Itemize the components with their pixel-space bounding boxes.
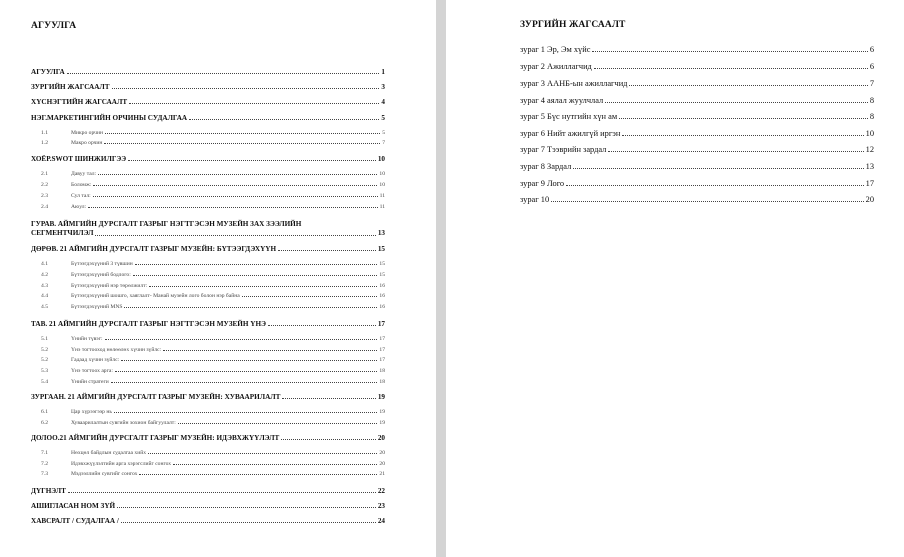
toc-subentry-page: 11 bbox=[379, 193, 385, 199]
toc-subentry-label: Бүтээгдэхүүний бодлого: bbox=[71, 272, 131, 278]
figure-entry[interactable] bbox=[520, 195, 874, 204]
leader-dots bbox=[282, 397, 375, 399]
toc-subentry-number: 4.1 bbox=[41, 261, 48, 267]
toc-entry[interactable] bbox=[31, 68, 385, 76]
figure-entry-label: зураг 4 аялал жуулчлал bbox=[520, 96, 604, 105]
toc-subentry-page: 16 bbox=[379, 304, 385, 310]
leader-dots bbox=[93, 195, 378, 197]
toc-subentry-label: Үнэ тогтоох арга: bbox=[71, 368, 113, 374]
toc-subentry[interactable] bbox=[41, 471, 385, 477]
toc-subentry-label: Үнийн стратеги bbox=[71, 379, 109, 385]
toc-subentry-page: 17 bbox=[379, 357, 385, 363]
toc-subentry-page: 19 bbox=[379, 420, 385, 426]
leader-dots bbox=[67, 72, 380, 74]
toc-entry-page: 3 bbox=[381, 83, 385, 91]
toc-subentry-page: 16 bbox=[379, 293, 385, 299]
toc-subentry-label: Макро орчин bbox=[71, 140, 103, 146]
toc-subentry-label: Нөхцөл байдлын судалгаа хийх bbox=[71, 450, 146, 456]
toc-subentry-page: 7 bbox=[382, 140, 385, 146]
leader-dots bbox=[573, 167, 863, 169]
toc-subentry[interactable] bbox=[41, 171, 385, 177]
toc-subentry-number: 4.2 bbox=[41, 272, 48, 278]
leader-dots bbox=[281, 438, 376, 440]
leader-dots bbox=[115, 370, 377, 372]
toc-entry[interactable] bbox=[31, 245, 385, 253]
leader-dots bbox=[133, 274, 378, 276]
toc-subentry[interactable] bbox=[41, 450, 385, 456]
toc-subentry-number: 6.1 bbox=[41, 409, 48, 415]
toc-subentry-page: 21 bbox=[379, 471, 385, 477]
toc-subentry-number: 5.4 bbox=[41, 379, 48, 385]
toc-subentry[interactable] bbox=[41, 261, 385, 267]
figure-entry-page: 8 bbox=[869, 96, 874, 105]
leader-dots bbox=[594, 67, 868, 69]
figure-entry[interactable] bbox=[520, 112, 874, 121]
toc-subentry-page: 10 bbox=[379, 171, 385, 177]
toc-subentry-label: Бүтээгдэхүүний шошго, хаяглалт- Манай музейн лого болон нэр байна bbox=[71, 293, 240, 299]
leader-dots bbox=[135, 263, 378, 265]
toc-subentry-number: 5.2 bbox=[41, 357, 48, 363]
figure-entry[interactable] bbox=[520, 62, 874, 71]
toc-subentry-number: 4.4 bbox=[41, 293, 48, 299]
toc-subentry-page: 18 bbox=[379, 379, 385, 385]
toc-entry[interactable] bbox=[31, 98, 385, 106]
toc-entry-label: ДӨРӨВ. 21 АЙМГИЙН ДУРСГАЛТ ГАЗРЫГ МУЗЕЙН: БҮТЭЭГДЭХҮҮН bbox=[31, 245, 277, 253]
toc-subentry-number: 5.3 bbox=[41, 368, 48, 374]
toc-subentry-number: 7.2 bbox=[41, 461, 48, 467]
toc-subentry[interactable] bbox=[41, 182, 385, 188]
toc-entry-page: 4 bbox=[381, 98, 385, 106]
toc-subentry[interactable] bbox=[41, 193, 385, 199]
leader-dots bbox=[121, 521, 376, 523]
leader-dots bbox=[93, 184, 377, 186]
toc-subentry[interactable] bbox=[41, 204, 385, 210]
leader-dots bbox=[88, 206, 377, 208]
figure-entry-label: зураг 1 Эр, Эм хүйс bbox=[520, 45, 591, 54]
toc-subentry[interactable] bbox=[41, 304, 385, 310]
figure-entry[interactable] bbox=[520, 96, 874, 105]
toc-subentry[interactable] bbox=[41, 347, 385, 353]
figure-entry[interactable] bbox=[520, 179, 874, 188]
leader-dots bbox=[551, 200, 863, 202]
toc-subentry-label: Хуваарилалтын сувгийн зохион байгуулалт: bbox=[71, 420, 176, 426]
leader-dots bbox=[98, 173, 377, 175]
document-page-left bbox=[0, 0, 436, 557]
toc-subentry[interactable] bbox=[41, 420, 385, 426]
figure-entry-page: 10 bbox=[865, 129, 874, 138]
toc-subentry-page: 20 bbox=[379, 450, 385, 456]
toc-subentry[interactable] bbox=[41, 130, 385, 136]
toc-entry-page: 17 bbox=[377, 320, 385, 328]
toc-subentry-page: 20 bbox=[379, 461, 385, 467]
toc-entry-label: ХҮСНЭГТИЙН ЖАГСААЛТ bbox=[31, 98, 128, 106]
toc-subentry-number: 1.2 bbox=[41, 140, 48, 146]
toc-subentry-number: 7.1 bbox=[41, 450, 48, 456]
figure-list-title: ЗУРГИЙН ЖАГСААЛТ bbox=[520, 20, 626, 30]
toc-subentry-page: 10 bbox=[379, 182, 385, 188]
leader-dots bbox=[121, 359, 377, 361]
toc-subentry-number: 5.2 bbox=[41, 347, 48, 353]
toc-entry-page: 20 bbox=[377, 434, 385, 442]
leader-dots bbox=[278, 249, 376, 251]
toc-entry[interactable] bbox=[31, 320, 385, 328]
toc-subentry[interactable] bbox=[41, 283, 385, 289]
leader-dots bbox=[566, 184, 864, 186]
leader-dots bbox=[189, 118, 379, 120]
toc-entry[interactable] bbox=[31, 487, 385, 495]
leader-dots bbox=[592, 50, 867, 52]
leader-dots bbox=[139, 473, 377, 475]
toc-entry[interactable] bbox=[31, 83, 385, 91]
toc-subentry-page: 15 bbox=[379, 261, 385, 267]
toc-subentry[interactable] bbox=[41, 409, 385, 415]
toc-entry[interactable] bbox=[31, 155, 385, 163]
leader-dots bbox=[124, 306, 377, 308]
toc-entry-page: 23 bbox=[377, 502, 385, 510]
figure-entry-label: зураг 3 ААНБ-ын ажиллагчид bbox=[520, 79, 628, 88]
toc-entry-page: 1 bbox=[381, 68, 385, 76]
figure-entry-label: зураг 8 Зардал bbox=[520, 162, 572, 171]
leader-dots bbox=[178, 422, 378, 424]
toc-entry-label: ЗУРГААН. 21 АЙМГИЙН ДУРСГАЛТ ГАЗРЫГ МУЗЕЙН: ХУВААРИЛАЛТ bbox=[31, 393, 281, 401]
toc-entry-page: 19 bbox=[377, 393, 385, 401]
toc-subentry-page: 17 bbox=[379, 336, 385, 342]
toc-entry-page: 5 bbox=[381, 114, 385, 122]
figure-entry-page: 20 bbox=[865, 195, 874, 204]
toc-subentry-page: 18 bbox=[379, 368, 385, 374]
leader-dots bbox=[114, 411, 378, 413]
toc-subentry-number: 1.1 bbox=[41, 130, 48, 136]
leader-dots bbox=[112, 87, 380, 89]
toc-subentry[interactable] bbox=[41, 461, 385, 467]
leader-dots bbox=[148, 452, 377, 454]
toc-subentry-number: 5.1 bbox=[41, 336, 48, 342]
toc-subentry-label: Үнийн түвэг: bbox=[71, 336, 103, 342]
toc-subentry-label: Бүтээгдэхүүний 3 түвшин bbox=[71, 261, 133, 267]
toc-subentry-number: 2.3 bbox=[41, 193, 48, 199]
figure-entry[interactable] bbox=[520, 45, 874, 54]
toc-entry-label-continued: СЕГМЕНТЧИЛЭЛ bbox=[31, 229, 94, 237]
toc-title: АГУУЛГА bbox=[31, 21, 77, 31]
leader-dots bbox=[105, 338, 378, 340]
toc-entry[interactable] bbox=[31, 114, 385, 122]
toc-subentry[interactable] bbox=[41, 336, 385, 342]
toc-subentry-page: 11 bbox=[379, 204, 385, 210]
figure-entry-label: зураг 5 Бүс нутгийн хүн ам bbox=[520, 112, 618, 121]
toc-subentry-label: Боломж: bbox=[71, 182, 92, 188]
leader-dots bbox=[111, 381, 378, 383]
toc-subentry-label: Цар хүрээгээр нь bbox=[71, 409, 112, 415]
toc-subentry[interactable] bbox=[41, 272, 385, 278]
toc-entry-page: 13 bbox=[377, 229, 385, 237]
toc-subentry-number: 4.3 bbox=[41, 283, 48, 289]
figure-entry[interactable] bbox=[520, 162, 874, 171]
figure-entry-page: 6 bbox=[869, 45, 874, 54]
figure-entry-page: 13 bbox=[865, 162, 874, 171]
toc-subentry-number: 6.2 bbox=[41, 420, 48, 426]
toc-entry-label: АГУУЛГА bbox=[31, 68, 65, 76]
toc-subentry-number: 2.4 bbox=[41, 204, 48, 210]
figure-entry-page: 17 bbox=[865, 179, 874, 188]
figure-entry[interactable] bbox=[520, 79, 874, 88]
toc-subentry-number: 4.5 bbox=[41, 304, 48, 310]
leader-dots bbox=[95, 235, 375, 236]
toc-entry[interactable] bbox=[31, 517, 385, 525]
toc-subentry[interactable] bbox=[41, 379, 385, 385]
toc-entry[interactable] bbox=[31, 502, 385, 510]
toc-subentry-label: Сул тал: bbox=[71, 193, 91, 199]
toc-subentry-label: Бүтээгдэхүүний нэр төрөлжилт: bbox=[71, 283, 148, 289]
leader-dots bbox=[117, 506, 376, 508]
figure-entry-page: 6 bbox=[869, 62, 874, 71]
leader-dots bbox=[605, 101, 868, 103]
figure-entry-page: 7 bbox=[869, 79, 874, 88]
toc-subentry-page: 19 bbox=[379, 409, 385, 415]
toc-entry-page: 15 bbox=[377, 245, 385, 253]
figure-entry[interactable] bbox=[520, 129, 874, 138]
toc-subentry-number: 2.1 bbox=[41, 171, 48, 177]
leader-dots bbox=[129, 102, 379, 104]
toc-subentry-label: Идэвхжүүлэлтийн арга хэрэгслийг сонгох bbox=[71, 461, 172, 467]
toc-entry[interactable] bbox=[31, 393, 385, 401]
leader-dots bbox=[242, 295, 378, 297]
figure-entry-label: зураг 10 bbox=[520, 195, 550, 204]
toc-entry-label: НЭГ.МАРКЕТИНГИЙН ОРЧИНЫ СУДАЛГАА bbox=[31, 114, 188, 122]
toc-entry-label: ТАВ. 21 АЙМГИЙН ДУРСГАЛТ ГАЗРЫГ НЭГТГЭСЭН МУЗЕЙН ҮНЭ bbox=[31, 320, 266, 328]
leader-dots bbox=[619, 117, 868, 119]
toc-subentry-label: Микро орчин bbox=[71, 130, 103, 136]
toc-entry-label: ДОЛОО.21 АЙМГИЙН ДУРСГАЛТ ГАЗРЫГ МУЗЕЙН: ИДЭВХЖҮҮЛЭЛТ bbox=[31, 434, 280, 442]
leader-dots bbox=[629, 84, 867, 86]
leader-dots bbox=[68, 491, 376, 493]
figure-entry-page: 12 bbox=[865, 145, 874, 154]
toc-subentry-label: Аюул: bbox=[71, 204, 87, 210]
toc-subentry[interactable] bbox=[41, 357, 385, 363]
leader-dots bbox=[149, 285, 377, 287]
figure-entry-label: зураг 7 Тээврийн зардал bbox=[520, 145, 607, 154]
leader-dots bbox=[105, 132, 380, 134]
toc-entry-label: ХАВСРАЛТ / СУДАЛГАА / bbox=[31, 517, 119, 525]
leader-dots bbox=[268, 324, 376, 326]
leader-dots bbox=[173, 463, 377, 465]
leader-dots bbox=[104, 142, 380, 144]
toc-entry[interactable] bbox=[31, 434, 385, 442]
toc-entry-page: 10 bbox=[377, 155, 385, 163]
toc-entry-label: ГУРАВ. АЙМГИЙН ДУРСГАЛТ ГАЗРЫГ НЭГТГЭСЭН МУЗЕЙН ЗАХ ЗЭЭЛИЙН bbox=[31, 220, 302, 228]
toc-subentry[interactable] bbox=[41, 140, 385, 146]
toc-entry-page: 22 bbox=[377, 487, 385, 495]
leader-dots bbox=[622, 134, 863, 136]
leader-dots bbox=[128, 159, 376, 161]
toc-subentry[interactable] bbox=[41, 368, 385, 374]
toc-entry-label: ХОЁР.SWOT ШИНЖИЛГЭЭ bbox=[31, 155, 127, 163]
toc-subentry-number: 7.3 bbox=[41, 471, 48, 477]
toc-subentry-label: Гадаад хүчин зүйлс: bbox=[71, 357, 120, 363]
figure-entry[interactable] bbox=[520, 145, 874, 154]
toc-subentry-label: Мэдээллийн сувгийг сонгох bbox=[71, 471, 138, 477]
toc-subentry-page: 5 bbox=[382, 130, 385, 136]
toc-subentry-page: 17 bbox=[379, 347, 385, 353]
figure-entry-label: зураг 2 Ажиллагчид bbox=[520, 62, 592, 71]
toc-entry-label: ДҮГНЭЛТ bbox=[31, 487, 66, 495]
figure-entry-label: зураг 9 Лого bbox=[520, 179, 565, 188]
toc-subentry-page: 15 bbox=[379, 272, 385, 278]
toc-subentry-label: Үнэ тогтооход нөлөөлөх хүчин зүйлс: bbox=[71, 347, 162, 353]
toc-subentry-page: 16 bbox=[379, 283, 385, 289]
figure-entry-label: зураг 6 Нийт ажилгүй иргэн bbox=[520, 129, 621, 138]
toc-subentry[interactable] bbox=[41, 293, 385, 299]
leader-dots bbox=[163, 349, 377, 351]
figure-entry-page: 8 bbox=[869, 112, 874, 121]
toc-entry-label: АШИГЛАСАН НОМ ЗҮЙ bbox=[31, 502, 116, 510]
leader-dots bbox=[608, 150, 863, 152]
toc-subentry-label: Бүтээгдэхүүний MNS bbox=[71, 304, 123, 310]
document-page-right bbox=[446, 0, 904, 557]
toc-subentry-label: Давуу тал: bbox=[71, 171, 97, 177]
toc-entry-page: 24 bbox=[377, 517, 385, 525]
toc-entry-label: ЗУРГИЙН ЖАГСААЛТ bbox=[31, 83, 110, 91]
toc-entry[interactable] bbox=[31, 220, 385, 238]
toc-subentry-number: 2.2 bbox=[41, 182, 48, 188]
